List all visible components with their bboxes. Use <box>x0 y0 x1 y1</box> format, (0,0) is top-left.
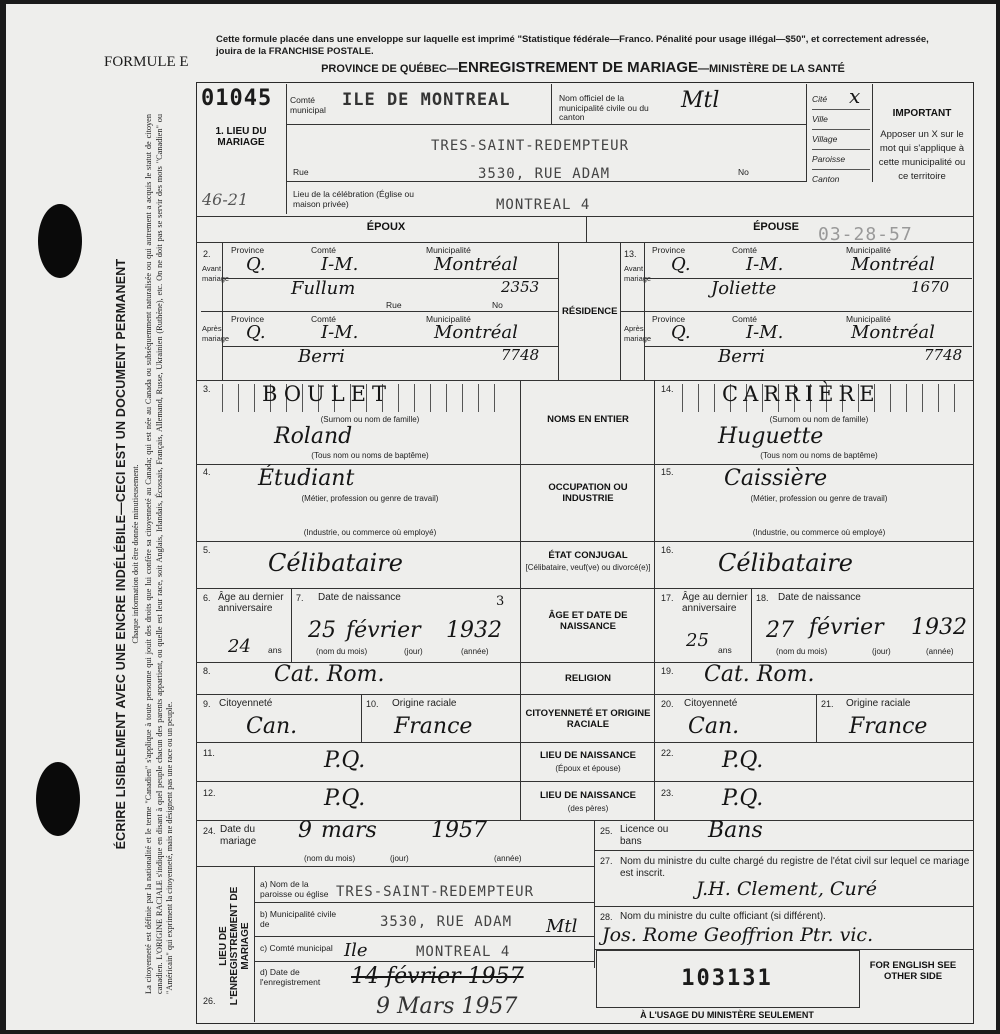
title-main: ENREGISTREMENT DE MARIAGE <box>458 59 699 76</box>
reg-address-stamp: 3530, RUE ADAM <box>380 914 513 930</box>
age-label: Âge au dernier anniversaire <box>682 592 748 614</box>
ministry-number: 103131 <box>681 966 773 991</box>
ans-caption: ans <box>718 645 732 655</box>
form-label: FORMULE E <box>104 54 189 70</box>
groom-birth-note: 3 <box>496 594 505 609</box>
given-caption: (Tous nom ou noms de baptême) <box>311 451 429 460</box>
bride-birth-month: février <box>809 615 884 640</box>
cite-mark: x <box>849 84 861 108</box>
title-ministry: —MINISTÈRE DE LA SANTÉ <box>698 63 845 75</box>
officiant-label: Nom du ministre du culte officiant (si différent). <box>620 911 826 922</box>
bride-birth-day: 27 <box>766 618 794 643</box>
province-label: Province <box>652 314 686 324</box>
c-label: c) Comté municipal <box>260 943 333 953</box>
groom-birth-year: 1932 <box>446 618 502 643</box>
comte2-label: Comté <box>311 314 337 324</box>
rue-caption: Rue <box>386 300 402 310</box>
bride-occupation: Caissière <box>724 466 828 491</box>
field-number: 13. <box>624 249 637 259</box>
jour-caption: (jour) <box>404 647 423 656</box>
no-caption: No <box>492 300 503 310</box>
bride-before-no: 1670 <box>911 278 950 296</box>
groom-birth-day: 25 <box>308 618 336 643</box>
bride-birthplace: P.Q. <box>722 748 764 773</box>
bride-parents-birthplace: P.Q. <box>722 786 764 811</box>
field-number: 27. <box>600 856 613 866</box>
surname-caption: (Surnom ou nom de famille) <box>320 415 420 424</box>
jour-caption: (jour) <box>390 854 409 863</box>
municipality-type-list <box>812 90 870 189</box>
groom-parents-birthplace: P.Q. <box>324 786 366 811</box>
comte2-label: Comté <box>311 245 337 255</box>
bride-after-no: 7748 <box>924 346 963 364</box>
field-number: 9. <box>203 699 211 709</box>
important-title: IMPORTANT <box>892 108 952 119</box>
reg-city-stamp: MONTREAL 4 <box>416 944 511 960</box>
groom-age: 24 <box>228 636 251 657</box>
province-label: Province <box>231 314 265 324</box>
registration-number: 01045 <box>201 86 273 111</box>
marriage-day: 9 <box>298 818 312 843</box>
lieu-naiss-label: LIEU DE NAISSANCE <box>539 750 637 761</box>
field-number: 15. <box>661 467 674 477</box>
important-text: Apposer un X sur le mot qui s'applique à cette municipalité ou ce territoire <box>878 129 966 182</box>
field-number: 4. <box>203 467 211 477</box>
b-label: b) Municipalité civile de <box>260 909 337 929</box>
apres-label: Après mariage <box>624 324 652 343</box>
field-number: 20. <box>661 699 674 709</box>
city-stamp: MONTREAL 4 <box>496 197 591 213</box>
bride-before-street: Joliette <box>711 278 777 299</box>
marriage-month: mars <box>321 818 377 843</box>
rue-label: Rue <box>293 167 309 177</box>
side-instructions <box>114 114 209 994</box>
field-number: 23. <box>661 788 674 798</box>
d-label: d) Date de l'enregistrement <box>260 967 321 987</box>
lieu-naiss2-label: LIEU DE NAISSANCE <box>539 790 637 801</box>
bride-before-munic: Montréal <box>851 254 935 275</box>
field-number: 3. <box>203 384 211 394</box>
address-stamp: 3530, RUE ADAM <box>478 166 611 182</box>
date-stamp: 03-28-57 <box>818 224 913 245</box>
lieu-naiss2-caption: (des pères) <box>567 804 609 813</box>
groom-before-province: Q. <box>246 254 266 275</box>
groom-surname: BOULET <box>262 382 393 406</box>
munic-label: Municipalité <box>846 245 891 255</box>
avant-label: Avant mariage <box>624 264 652 283</box>
field-number: 2. <box>203 249 211 259</box>
field-number: 5. <box>203 545 211 555</box>
groom-birthplace: P.Q. <box>324 748 366 773</box>
field-number: 16. <box>661 545 674 555</box>
side-citizenship-note: La citoyenneté est définie par la nationalité et le terme "Canadien" s'applique à toute personne qui jouit des droits que lui confère sa citoyenneté au Canada; qui est née au Canada ou subséquemment naturalisée ou qui autrement a acquis le statut de citoyen canadien. L'ORIGINE RACIALE s'indique en disant à quel peuple chacun des parents appartient, ou quelle est leur race, soit Anglais, Irlandais, Écossais, Français, Allemand, Russe, Ukrainien (Ruthène), etc. On ne doit pas se servir des mots "Canadien" ou "Américain" qui expriment la citoyenneté, mais ne désignent pas une race ou un peuple. <box>144 114 174 994</box>
groom-after-comte: I-M. <box>321 322 359 343</box>
province-label: Province <box>231 245 265 255</box>
field-number: 6. <box>203 593 211 603</box>
groom-after-no: 7748 <box>501 346 540 364</box>
marriage-year: 1957 <box>431 818 487 843</box>
annee-caption: (année) <box>926 647 954 656</box>
citoyennete-label: Citoyenneté <box>684 698 738 709</box>
epouse-label: ÉPOUSE <box>753 221 799 233</box>
officiant-value: Jos. Rome Geoffrion Ptr. vic. <box>602 924 874 946</box>
bride-citizenship: Can. <box>688 714 740 739</box>
bride-surname: CARRIÈRE <box>722 382 880 406</box>
groom-before-street: Fullum <box>291 278 356 299</box>
english-note: FOR ENGLISH SEE OTHER SIDE <box>869 960 957 982</box>
a-label: a) Nom de la paroisse ou église <box>260 879 329 899</box>
type-option: Canton <box>812 174 840 184</box>
metier-caption: (Métier, profession ou genre de travail) <box>301 494 439 503</box>
lieu-enreg-label: LIEU DE L'ENREGISTREMENT DE MARIAGE <box>218 886 251 1006</box>
bride-after-comte: I-M. <box>746 322 784 343</box>
munic-label: Municipalité <box>846 314 891 324</box>
bride-after-munic: Montréal <box>851 322 935 343</box>
registration-form <box>6 4 996 1030</box>
groom-after-street: Berri <box>298 346 345 367</box>
reg-comte: Ile <box>344 940 368 961</box>
comte2-label: Comté <box>732 314 758 324</box>
date-naiss-label: Date de naissance <box>778 592 861 603</box>
epoux-label: ÉPOUX <box>366 221 406 233</box>
officer-value: J.H. Clement, Curé <box>696 878 878 900</box>
groom-birth-month: février <box>346 618 421 643</box>
industrie-caption: (Industrie, ou commerce où employé) <box>752 528 886 537</box>
official-name-label: Nom officiel de la municipalité civile ou du canton <box>559 93 649 122</box>
groom-after-munic: Montréal <box>434 322 518 343</box>
bride-after-province: Q. <box>671 322 691 343</box>
lieu-label: 1. LIEU DU MARIAGE <box>215 126 267 148</box>
no-label: No <box>738 167 749 177</box>
field-number: 22. <box>661 748 674 758</box>
groom-after-province: Q. <box>246 322 266 343</box>
metier-caption: (Métier, profession ou genre de travail) <box>750 494 888 503</box>
punch-hole <box>36 762 80 836</box>
field-number: 24. <box>203 826 216 836</box>
bride-origin: France <box>849 714 928 739</box>
groom-before-no: 2353 <box>501 278 540 296</box>
munic-label: Municipalité <box>426 245 471 255</box>
field-number: 28. <box>600 912 613 922</box>
given-caption: (Tous nom ou noms de baptême) <box>760 451 878 460</box>
origine-label: Origine raciale <box>392 698 457 709</box>
groom-before-munic: Montréal <box>434 254 518 275</box>
bride-civil: Célibataire <box>718 549 853 577</box>
occupation-label: OCCUPATION OU INDUSTRIE <box>548 482 628 504</box>
field-number: 18. <box>756 593 769 603</box>
comte-label: Comté municipal <box>290 95 326 115</box>
comte-value: ILE DE MONTREAL <box>342 90 511 110</box>
municipality-value: Mtl <box>681 88 720 113</box>
type-option: Cité <box>812 90 870 110</box>
field-number: 14. <box>661 384 674 394</box>
apres-label: Après mariage <box>202 324 230 343</box>
groom-given: Roland <box>274 424 353 449</box>
lieu-naiss-caption: (Époux et épouse) <box>555 764 621 773</box>
field-number: 12. <box>203 788 216 798</box>
etat-label: ÉTAT CONJUGAL <box>548 550 628 561</box>
reg-date-corrected: 9 Mars 1957 <box>376 994 518 1019</box>
title-province: PROVINCE DE QUÉBEC— <box>321 63 458 75</box>
surname-caption: (Surnom ou nom de famille) <box>769 415 869 424</box>
bride-after-street: Berri <box>718 346 765 367</box>
form-title <box>198 59 968 77</box>
groom-before-comte: I-M. <box>321 254 359 275</box>
punch-hole <box>38 204 82 278</box>
church-stamp: TRES-SAINT-REDEMPTEUR <box>431 138 630 154</box>
licence-value: Bans <box>708 818 763 843</box>
mois-caption: (nom du mois) <box>304 854 356 863</box>
lieu-code: 46-21 <box>202 190 249 209</box>
religion-label: RELIGION <box>565 673 611 684</box>
annee-caption: (année) <box>494 854 522 863</box>
field-number: 26. <box>203 996 216 1006</box>
ans-caption: ans <box>268 645 282 655</box>
groom-religion: Cat. Rom. <box>274 662 385 687</box>
side-instruction: Chaque information doit être donnée minutieusement. <box>131 464 140 644</box>
field-number: 8. <box>203 666 211 676</box>
citoyennete-label: Citoyenneté <box>219 698 273 709</box>
celebration-label: Lieu de la célébration (Église ou maison privée) <box>293 189 414 209</box>
field-number: 11. <box>203 748 215 758</box>
bride-given: Huguette <box>718 424 824 449</box>
residence-label: RÉSIDENCE <box>562 306 618 317</box>
groom-civil: Célibataire <box>268 549 403 577</box>
jour-caption: (jour) <box>872 647 891 656</box>
reg-date: 14 février 1957 <box>351 964 524 989</box>
cit-orig-label: CITOYENNETÉ ET ORIGINE RACIALE <box>525 708 651 730</box>
avant-label: Avant mariage <box>202 264 230 283</box>
annee-caption: (année) <box>461 647 489 656</box>
field-number: 10. <box>366 699 379 709</box>
type-option: Ville <box>812 110 870 130</box>
reg-municipality: Mtl <box>546 916 578 937</box>
licence-label: Licence ou bans <box>620 824 669 847</box>
mois-caption: (nom du mois) <box>776 647 828 656</box>
groom-citizenship: Can. <box>246 714 298 739</box>
age-label: Âge au dernier anniversaire <box>218 592 284 614</box>
type-option: Village <box>812 130 870 150</box>
reg-church-stamp: TRES-SAINT-REDEMPTEUR <box>336 884 535 900</box>
field-number: 21. <box>821 699 834 709</box>
field-number: 17. <box>661 593 674 603</box>
marriage-date-label: Date du mariage <box>220 824 257 847</box>
ministry-label: À L'USAGE DU MINISTÈRE SEULEMENT <box>640 1010 814 1020</box>
bride-age: 25 <box>686 630 709 651</box>
postal-notice: Cette formule placée dans une enveloppe sur laquelle est imprimé "Statistique fédérale—Franco. Pénalité pour usage illégal—$50", et correctement adressée, jouira de la FRANCHISE POSTALE. <box>216 34 929 57</box>
origine-label: Origine raciale <box>846 698 911 709</box>
bride-before-comte: I-M. <box>746 254 784 275</box>
lieu-enreg-wrap <box>218 876 252 1016</box>
etat-caption: [Célibataire, veuf(ve) ou divorcé(e)] <box>525 563 651 572</box>
field-number: 19. <box>661 666 674 676</box>
comte2-label: Comté <box>732 245 758 255</box>
field-number: 7. <box>296 593 304 603</box>
noms-label: NOMS EN ENTIER <box>547 414 629 425</box>
munic-label: Municipalité <box>426 314 471 324</box>
age-date-label: ÂGE ET DATE DE NAISSANCE <box>548 610 628 632</box>
industrie-caption: (Industrie, ou commerce où employé) <box>303 528 437 537</box>
groom-occupation: Étudiant <box>258 466 355 491</box>
mois-caption: (nom du mois) <box>316 647 368 656</box>
groom-origin: France <box>394 714 473 739</box>
officer-label: Nom du ministre du culte chargé du registre de l'état civil sur lequel ce mariage est inscrit. <box>620 856 970 879</box>
date-naiss-label: Date de naissance <box>318 592 401 603</box>
bride-religion: Cat. Rom. <box>704 662 815 687</box>
type-option: Paroisse <box>812 150 870 170</box>
bride-birth-year: 1932 <box>911 615 967 640</box>
field-number: 25. <box>600 826 613 836</box>
province-label: Province <box>652 245 686 255</box>
bride-before-province: Q. <box>671 254 691 275</box>
side-main-warning: ÉCRIRE LISIBLEMENT AVEC UNE ENCRE INDÉLÉBILE—CECI EST UN DOCUMENT PERMANENT <box>114 258 128 850</box>
